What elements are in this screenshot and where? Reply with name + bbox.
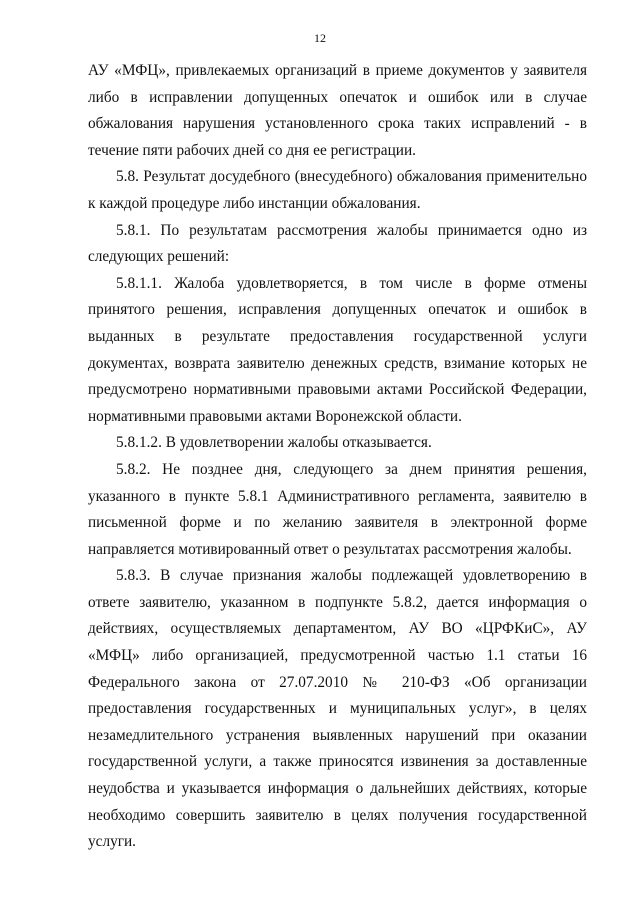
page-number: 12 — [314, 31, 326, 45]
paragraph-5-8-1-1: 5.8.1.1. Жалоба удовлетворяется, в том числе в форме отмены принятого решения, исправления допущенных опечаток и ошибок в выданных в результате предоставления государственной услуги документах, возврата заявителю денежных средств, взимание которых не предусмотрено нормативными правовыми актами Российской Федерации, нормативными правовыми актами Воронежской области. — [88, 274, 587, 425]
paragraph-5-8-2: 5.8.2. Не позднее дня, следующего за днем принятия решения, указанного в пункте 5.8.1 Административного регламента, заявителю в письменной форме и по желанию заявителя в электронной форме направляется мотивированный ответ о результатах рассмотрения жалобы. — [88, 460, 587, 558]
paragraph-continuation: АУ «МФЦ», привлекаемых организаций в приеме документов у заявителя либо в исправлении допущенных опечаток и ошибок или в случае обжалования нарушения установленного срока таких исправлений - в течение пяти рабочих дней со дня ее регистрации. — [88, 62, 587, 159]
paragraph-5-8-1-2: 5.8.1.2. В удовлетворении жалобы отказывается. — [116, 434, 432, 452]
paragraph-5-8: 5.8. Результат досудебного (внесудебного) обжалования применительно к каждой процедуре либо инстанции обжалования. — [88, 168, 587, 212]
paragraph-5-8-1: 5.8.1. По результатам рассмотрения жалобы принимается одно из следующих решений: — [88, 221, 587, 266]
paragraph-5-8-3: 5.8.3. В случае признания жалобы подлежащей удовлетворению в ответе заявителю, указанном в подпункте 5.8.2, дается информация о действиях, осуществляемых департаментом, АУ ВО «ЦРФКиС», АУ «МФЦ» либо организацией, предусмотренной частью 1.1 статьи 16 Федерального закона от 27.07.2010 № 210-ФЗ «Об организации предоставления государственных и муниципальных услуг», в целях незамедлительного устранения выявленных нарушений при оказании государственной услуги, а также приносятся извинения за доставленные неудобства и указывается информация о дальнейших действиях, которые необходимо совершить заявителю в целях получения государственной услуги. — [88, 567, 587, 851]
document-body — [88, 58, 587, 856]
